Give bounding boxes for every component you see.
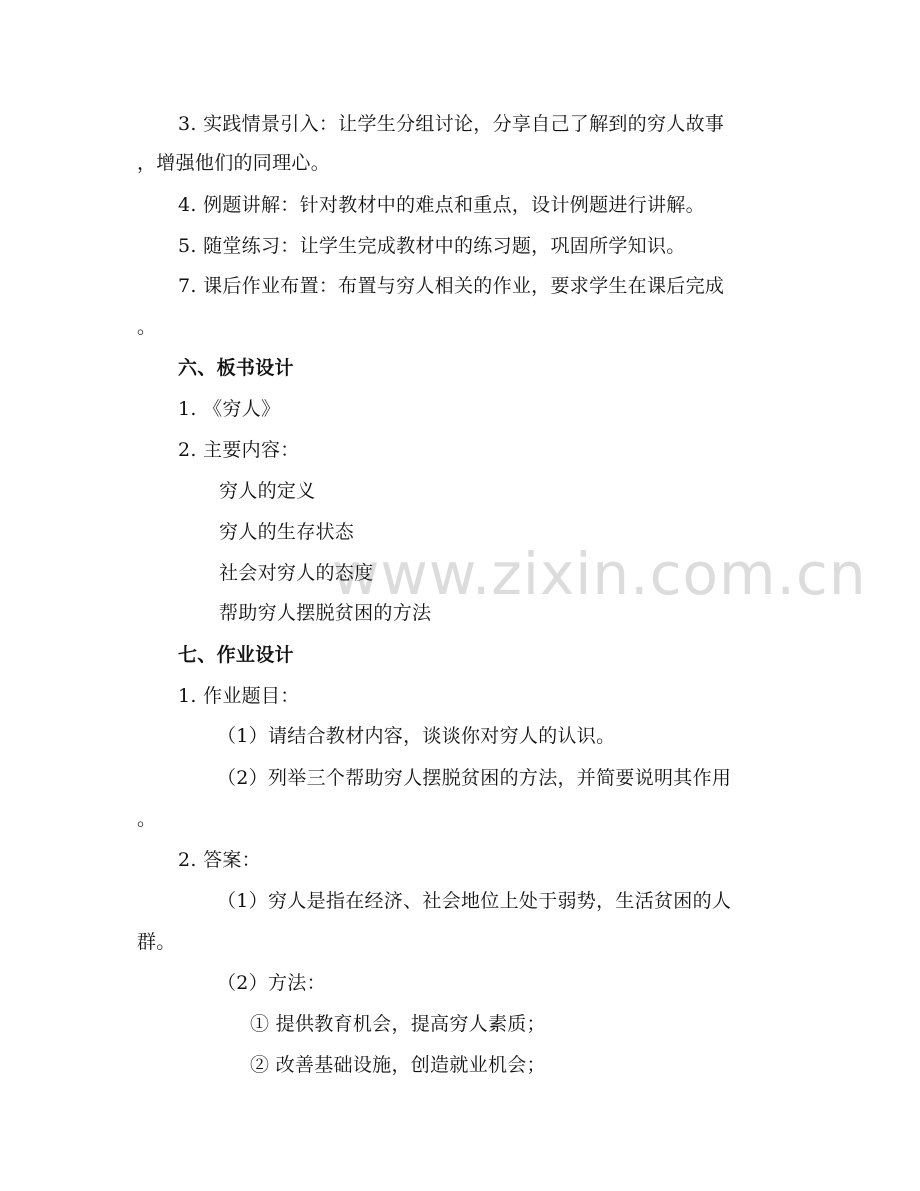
answer-2-method-2: ② 改善基础设施，创造就业机会； xyxy=(250,1054,546,1076)
answer-2-method-1: ① 提供教育机会，提高穷人素质； xyxy=(250,1013,546,1035)
homework-question-2-line-2: 。 xyxy=(137,808,157,830)
homework-item-1: 1. 作业题目： xyxy=(178,685,300,707)
watermark: www.zixin.com.cn xyxy=(332,540,867,608)
answer-2: （2）方法： xyxy=(217,972,326,994)
section-heading-board-design: 六、板书设计 xyxy=(178,357,294,379)
step-7-line-1: 7. 课后作业布置：布置与穷人相关的作业，要求学生在课后完成 xyxy=(178,275,725,297)
homework-question-2-line-1: （2）列举三个帮助穷人摆脱贫困的方法，并简要说明其作用 xyxy=(217,767,732,789)
board-subitem: 帮助穷人摆脱贫困的方法 xyxy=(219,602,432,624)
step-7-line-2: 。 xyxy=(137,316,157,338)
step-5: 5. 随堂练习：让学生完成教材中的练习题，巩固所学知识。 xyxy=(178,235,686,257)
step-4: 4. 例题讲解：针对教材中的难点和重点，设计例题进行讲解。 xyxy=(178,194,705,216)
answer-1-line-2: 群。 xyxy=(137,931,176,953)
step-3-line-2: ，增强他们的同理心。 xyxy=(137,152,331,174)
homework-question-1: （1）请结合教材内容，谈谈你对穷人的认识。 xyxy=(217,725,616,747)
board-subitem: 穷人的定义 xyxy=(219,480,316,502)
board-item-1: 1. 《穷人》 xyxy=(178,398,281,420)
board-subitem: 穷人的生存状态 xyxy=(219,521,355,543)
board-subitem: 社会对穷人的态度 xyxy=(219,562,374,584)
homework-item-2: 2. 答案： xyxy=(178,849,261,871)
step-3-line-1: 3. 实践情景引入：让学生分组讨论，分享自己了解到的穷人故事 xyxy=(178,113,725,135)
board-item-2: 2. 主要内容： xyxy=(178,439,300,461)
section-heading-homework-design: 七、作业设计 xyxy=(178,644,294,666)
answer-1-line-1: （1）穷人是指在经济、社会地位上处于弱势，生活贫困的人 xyxy=(217,890,732,912)
